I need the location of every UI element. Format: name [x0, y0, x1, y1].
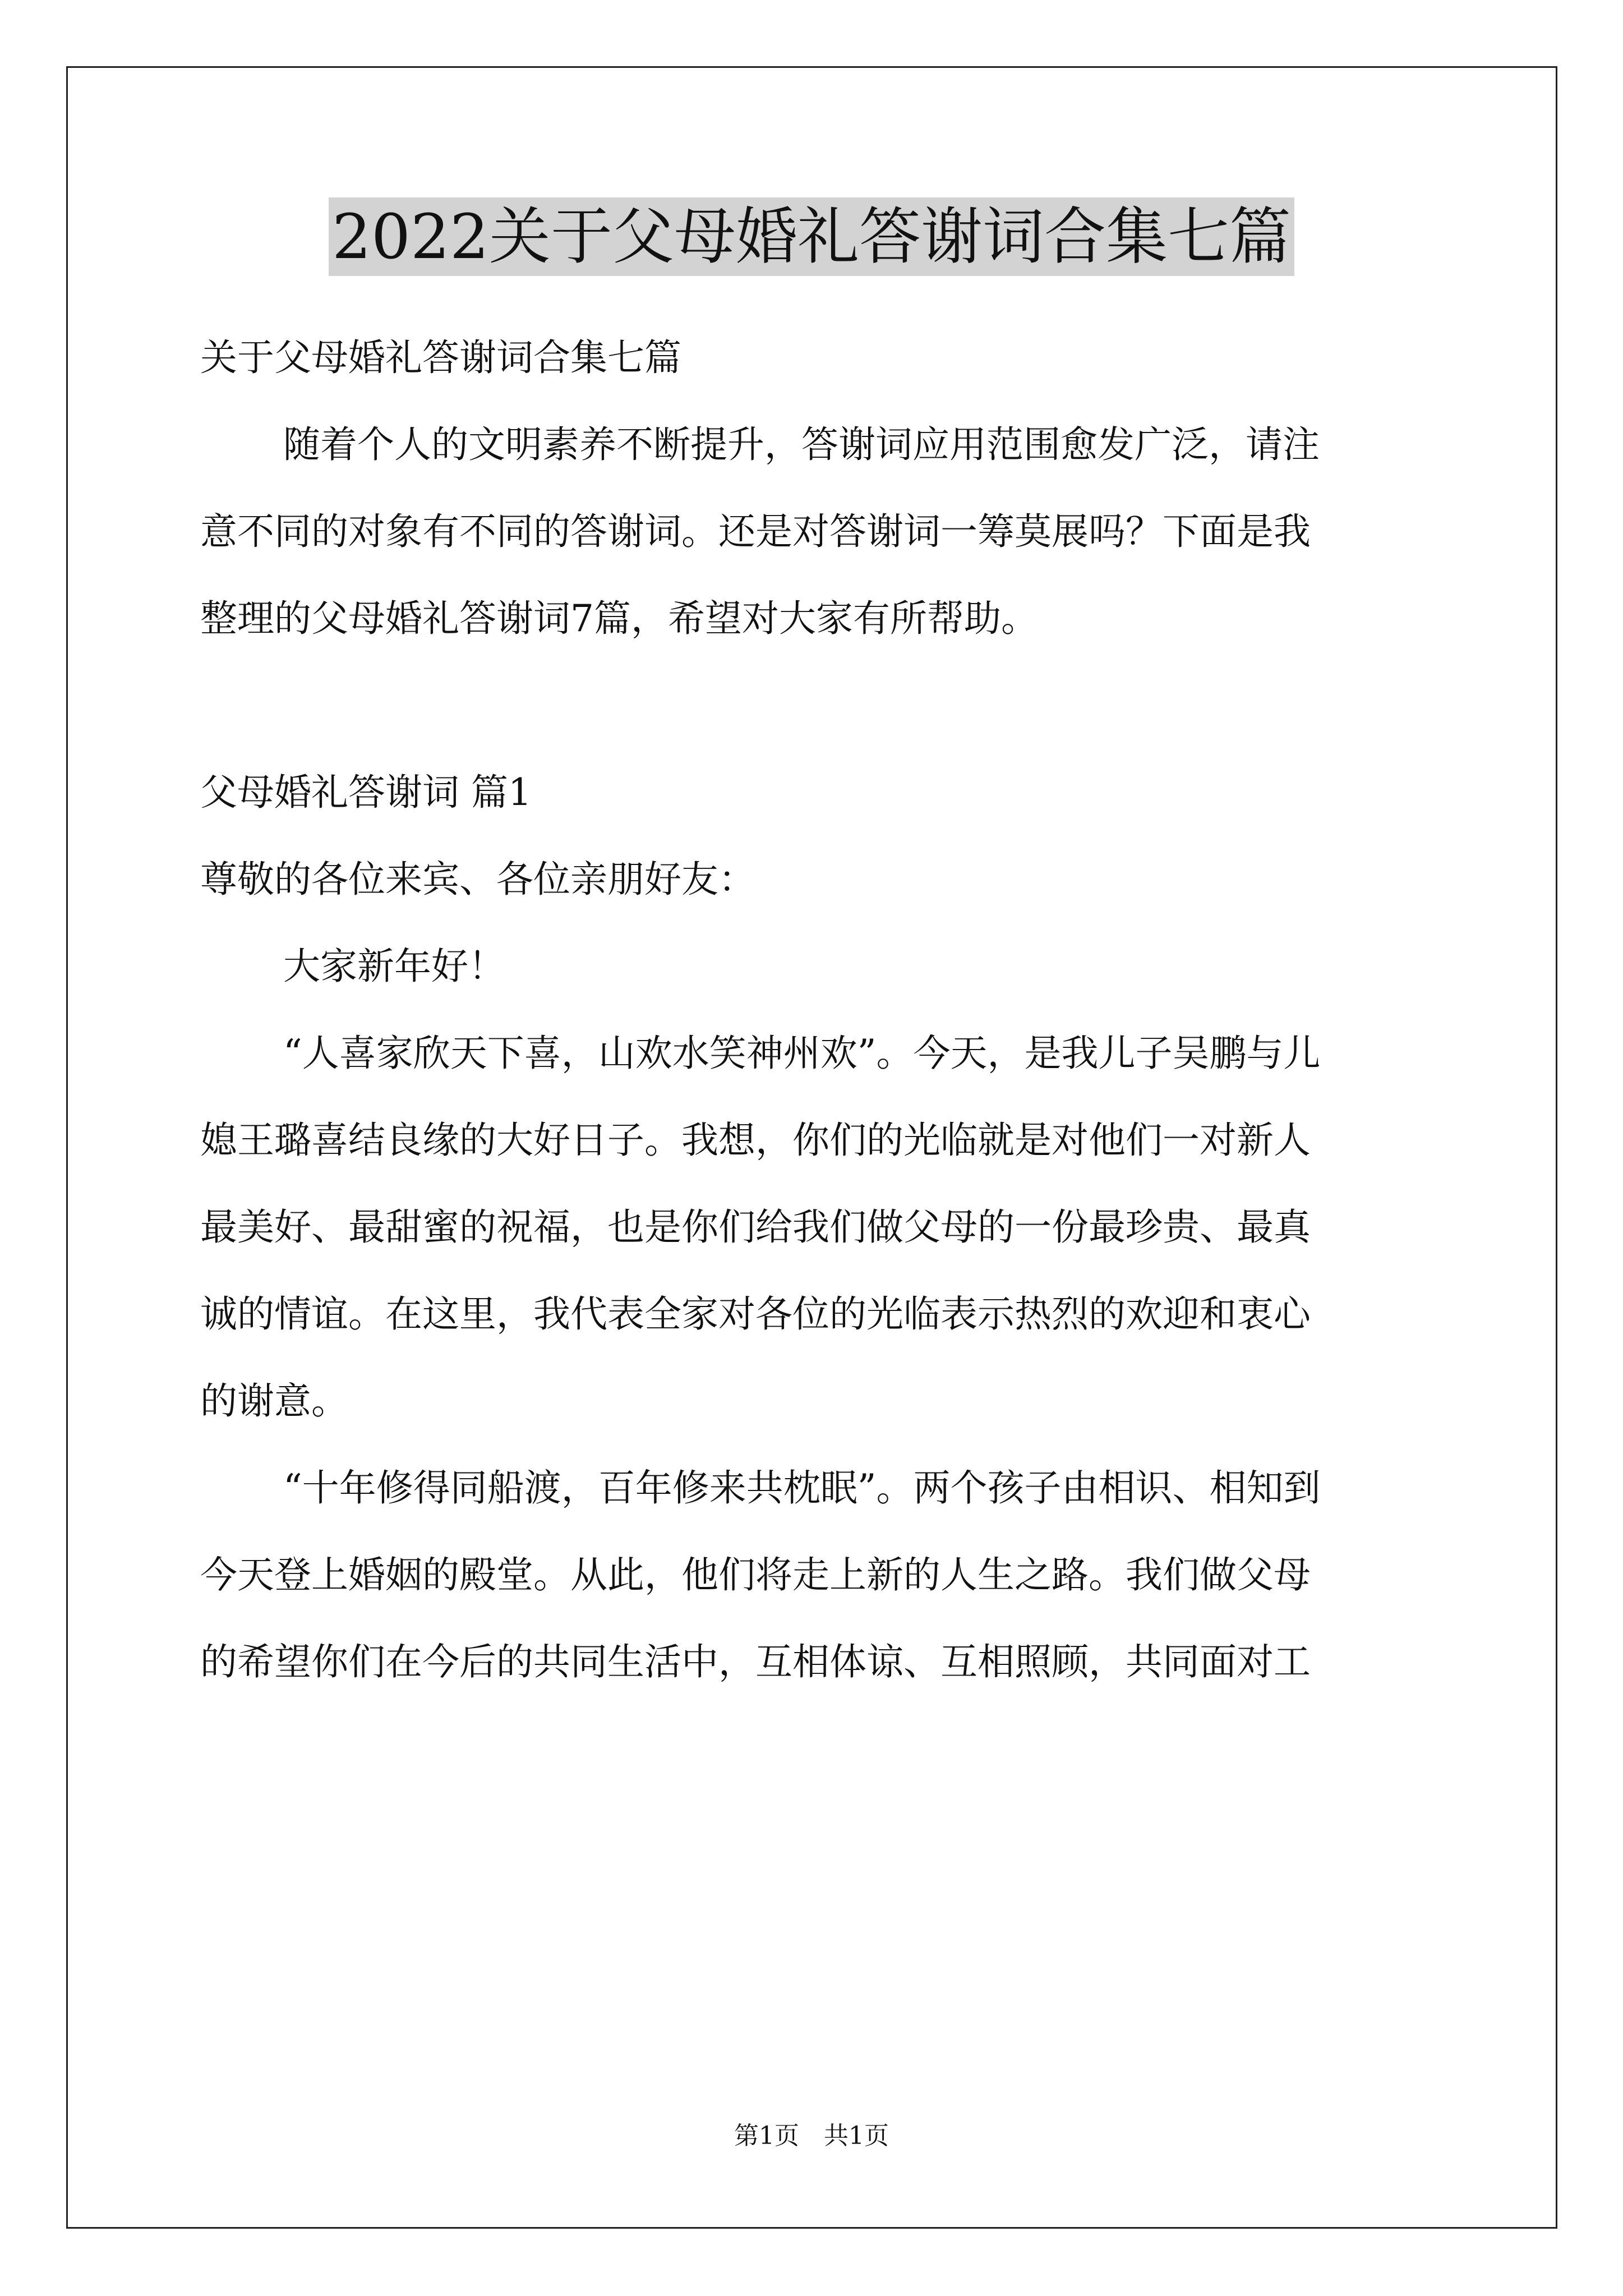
body-line: “十年修得同船渡，百年修来共枕眠”。两个孩子由相识、相知到: [283, 1466, 1321, 1510]
body-line: 意不同的对象有不同的答谢词。还是对答谢词一筹莫展吗？下面是我: [200, 510, 1311, 553]
body-line: “人喜家欣天下喜，山欢水笑神州欢”。今天，是我儿子吴鹏与儿: [283, 1032, 1321, 1075]
body-line: 大家新年好！: [283, 945, 505, 988]
document-title: 2022关于父母婚礼答谢词合集七篇: [329, 197, 1294, 276]
body-line: 最美好、最甜蜜的祝福，也是你们给我们做父母的一份最珍贵、最真: [200, 1205, 1311, 1249]
document-body: [200, 314, 1434, 1705]
page-total: 共1页: [824, 2122, 889, 2150]
body-line: 媳王璐喜结良缘的大好日子。我想，你们的光临就是对他们一对新人: [200, 1119, 1311, 1162]
body-line: 随着个人的文明素养不断提升，答谢词应用范围愈发广泛，请注: [283, 423, 1320, 466]
body-line: 的希望你们在今后的共同生活中，互相体谅、互相照顾，共同面对工: [200, 1640, 1311, 1683]
title-container: [0, 197, 1623, 276]
page-footer: [0, 2119, 1623, 2153]
body-line: 关于父母婚礼答谢词合集七篇: [200, 336, 681, 379]
salutation: 尊敬的各位来宾、各位亲朋好友：: [200, 858, 755, 901]
body-line: 今天登上婚姻的殿堂。从此，他们将走上新的人生之路。我们做父母: [200, 1553, 1311, 1596]
body-line: 整理的父母婚礼答谢词7篇，希望对大家有所帮助。: [200, 597, 1038, 640]
body-line: 的谢意。: [200, 1379, 348, 1423]
blank-line: [200, 662, 1434, 749]
body-line: 诚的情谊。在这里，我代表全家对各位的光临表示热烈的欢迎和衷心: [200, 1292, 1311, 1336]
page-number: 第1页: [734, 2122, 799, 2150]
section-heading: 父母婚礼答谢词 篇1: [200, 771, 532, 814]
